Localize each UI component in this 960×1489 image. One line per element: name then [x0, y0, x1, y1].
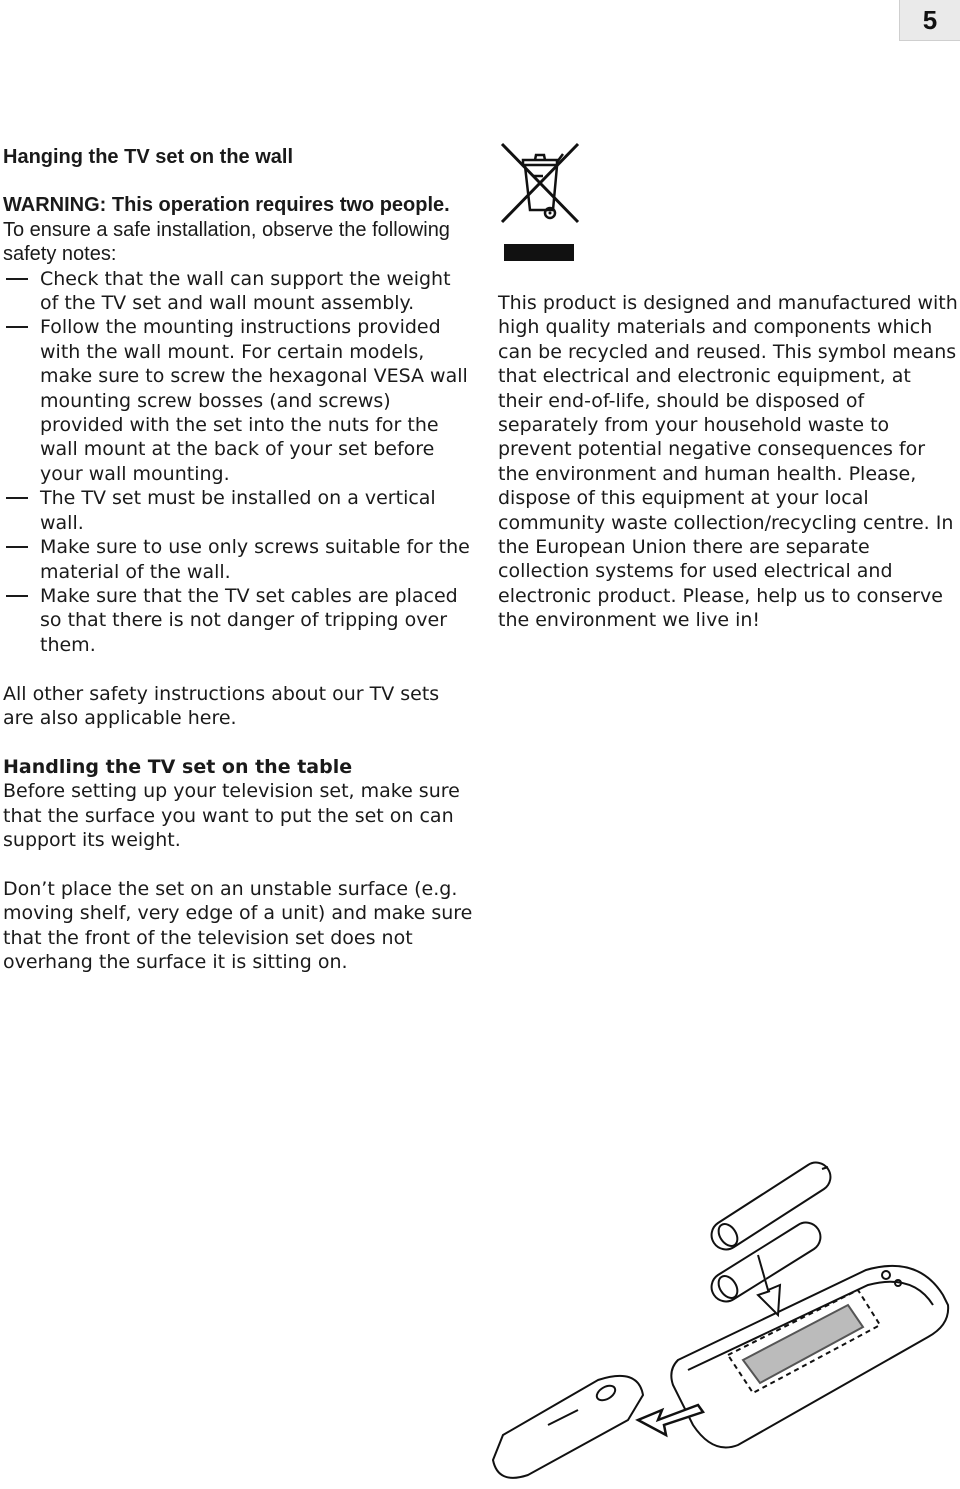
crossed-out-wheelie-bin-icon — [496, 140, 584, 264]
safety-note — [3, 486, 473, 535]
dash-bullet-icon — [6, 278, 28, 280]
dash-bullet-icon — [6, 326, 28, 328]
page-number-box — [899, 0, 960, 41]
safety-note — [3, 267, 473, 316]
table-text-2: Don’t place the set on an unstable surface (e.g. moving shelf, very edge of a unit) and make sure that the front of the television set does not overhang the surface it is sitting on. — [3, 877, 473, 973]
safety-note — [3, 535, 473, 584]
remote-battery-insertion-illustration — [488, 1155, 950, 1489]
table-section — [3, 755, 473, 853]
safety-note-text: Follow the mounting instructions provided with the wall mount. For certain models, make sure to screw the hexagonal VESA wall mounting screw bosses (and screws) provided with the set into the nuts for the wall mount at the back of your set before your wall mounting. — [40, 316, 468, 485]
safety-note — [3, 584, 473, 657]
safety-notes-list — [3, 267, 473, 658]
left-column — [3, 145, 473, 974]
dash-bullet-icon — [6, 595, 28, 597]
recycling-text: This product is designed and manufactured with high quality materials and components which can be recycled and reused. This symbol means that electrical and electronic equipment, at their end-of-life, should be disposed of separately from your household waste to prevent potential negative consequences for the environment and human health. Please, dispose of this equipment at your local community waste collection/recycling centre. In the European Union there are separate collection systems for used electrical and electronic product. Please, help us to conserve the environment we live in! — [498, 292, 958, 632]
wall-warning: WARNING: This operation requires two people. — [3, 194, 450, 217]
safety-note-text: Make sure that the TV set cables are placed so that there is not danger of tripping over them. — [40, 584, 458, 656]
safety-note — [3, 315, 473, 486]
other-safety-text: All other safety instructions about our TV sets are also applicable here. — [3, 682, 440, 729]
dash-bullet-icon — [6, 546, 28, 548]
safety-note-text: Check that the wall can support the weight of the TV set and wall mount assembly. — [40, 267, 451, 315]
dash-bullet-icon — [6, 497, 28, 499]
safety-note-text: The TV set must be installed on a vertical wall. — [40, 487, 436, 534]
table-heading: Handling the TV set on the table — [3, 755, 353, 778]
wall-intro: To ensure a safe installation, observe the following safety notes: — [3, 218, 450, 266]
page-number: 5 — [922, 4, 938, 35]
right-column — [498, 291, 958, 633]
table-text-1: Before setting up your television set, make sure that the surface you want to put the set on can support its weight. — [3, 780, 460, 851]
wall-heading: Hanging the TV set on the wall — [3, 146, 294, 168]
safety-note-text: Make sure to use only screws suitable for the material of the wall. — [40, 536, 470, 583]
